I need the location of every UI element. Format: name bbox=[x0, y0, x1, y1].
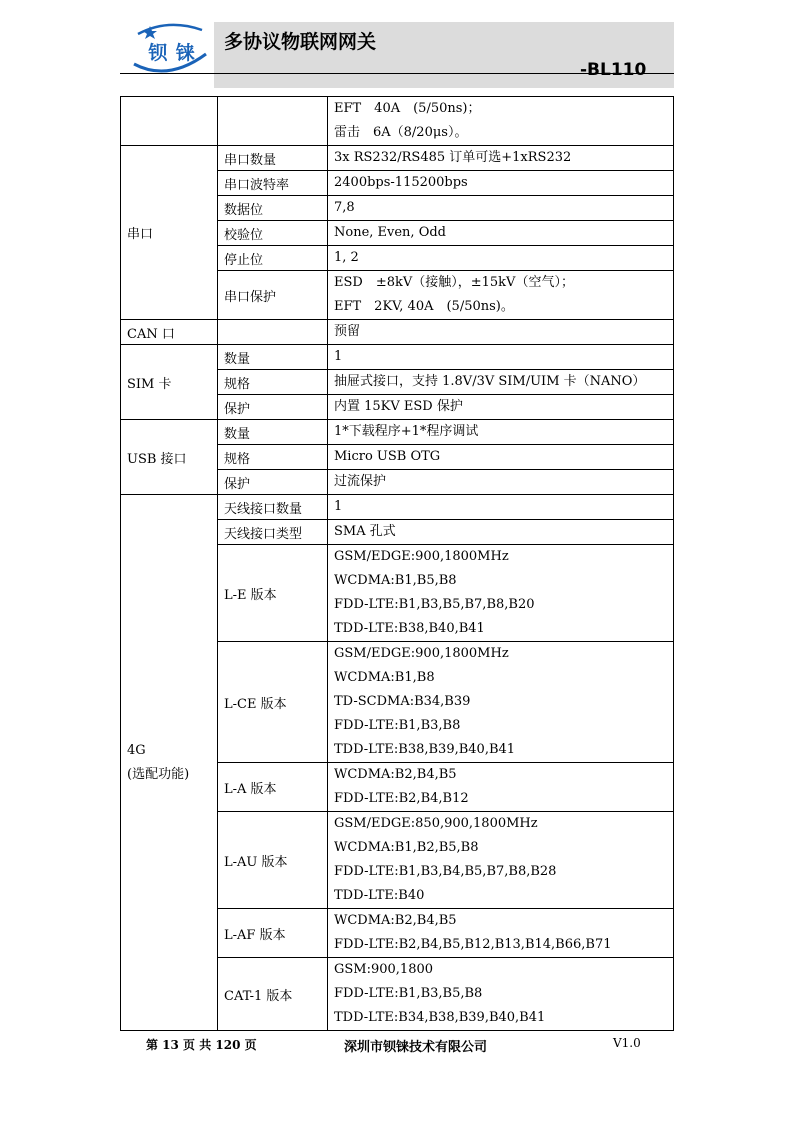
value-cell bbox=[328, 445, 674, 470]
table-row bbox=[121, 146, 674, 171]
value-line: WCDMA:B1,B2,B5,B8 bbox=[334, 840, 479, 855]
value-line: Micro USB OTG bbox=[334, 449, 441, 464]
parameter-cell: 保护 bbox=[218, 470, 328, 495]
value-cell bbox=[328, 520, 674, 545]
logo-text: 钡 铼 bbox=[148, 42, 196, 64]
document-version: V1.0 bbox=[613, 1036, 641, 1050]
value-line: GSM:900,1800 bbox=[334, 962, 434, 977]
value-line: 内置 15KV ESD 保护 bbox=[334, 399, 463, 414]
table-row bbox=[121, 320, 674, 345]
category-cell-serial: 串口 bbox=[121, 146, 218, 320]
value-line: 雷击 6A（8/20μs）。 bbox=[334, 125, 468, 140]
parameter-cell: L-CE 版本 bbox=[218, 642, 328, 763]
table-row bbox=[121, 345, 674, 370]
value-line: 2400bps-115200bps bbox=[334, 175, 468, 190]
value-cell bbox=[328, 545, 674, 642]
value-line: 预留 bbox=[334, 324, 361, 339]
parameter-cell: 校验位 bbox=[218, 221, 328, 246]
value-line: WCDMA:B2,B4,B5 bbox=[334, 767, 457, 782]
value-line: FDD-LTE:B1,B3,B5,B7,B8,B20 bbox=[334, 597, 535, 612]
parameter-cell: L-AF 版本 bbox=[218, 909, 328, 958]
value-line: EFT 40A (5/50ns)； bbox=[334, 101, 481, 116]
value-line: TDD-LTE:B38,B39,B40,B41 bbox=[334, 742, 516, 757]
parameter-cell: 停止位 bbox=[218, 246, 328, 271]
parameter-cell: CAT-1 版本 bbox=[218, 958, 328, 1031]
value-cell bbox=[328, 196, 674, 221]
value-line: WCDMA:B2,B4,B5 bbox=[334, 913, 457, 928]
value-line: 1*下载程序+1*程序调试 bbox=[334, 424, 479, 439]
value-cell bbox=[328, 395, 674, 420]
page-number: 第 13 页 共 120 页 bbox=[146, 1038, 257, 1052]
parameter-cell: L-AU 版本 bbox=[218, 812, 328, 909]
category-note: (选配功能) bbox=[127, 766, 190, 782]
value-line: FDD-LTE:B2,B4,B12 bbox=[334, 791, 469, 806]
company-name: 深圳市钡铼技术有限公司 bbox=[344, 1040, 488, 1055]
value-line: 3x RS232/RS485 订单可选+1xRS232 bbox=[334, 150, 572, 165]
document-title: 多协议物联网网关 bbox=[224, 31, 377, 53]
product-model: -BL110 bbox=[580, 60, 647, 80]
category-cell-4g bbox=[121, 495, 218, 1031]
value-line: None, Even, Odd bbox=[334, 225, 446, 240]
value-cell bbox=[328, 246, 674, 271]
value-line: TDD-LTE:B40 bbox=[334, 888, 425, 903]
parameter-cell bbox=[218, 320, 328, 345]
value-cell bbox=[328, 345, 674, 370]
value-cell bbox=[328, 763, 674, 812]
value-line: WCDMA:B1,B5,B8 bbox=[334, 573, 457, 588]
parameter-cell: 数量 bbox=[218, 345, 328, 370]
value-line: TDD-LTE:B34,B38,B39,B40,B41 bbox=[334, 1010, 546, 1025]
company-logo bbox=[128, 20, 210, 78]
value-cell bbox=[328, 812, 674, 909]
value-line: FDD-LTE:B1,B3,B8 bbox=[334, 718, 461, 733]
value-line: TD-SCDMA:B34,B39 bbox=[334, 694, 471, 709]
table-row bbox=[121, 420, 674, 445]
table-row bbox=[121, 495, 674, 520]
value-cell bbox=[328, 642, 674, 763]
value-line: TDD-LTE:B38,B40,B41 bbox=[334, 621, 485, 636]
spec-table bbox=[120, 96, 674, 1031]
value-cell bbox=[328, 420, 674, 445]
value-line: WCDMA:B1,B8 bbox=[334, 670, 435, 685]
value-line: ESD ±8kV（接触），±15kV（空气）； bbox=[334, 275, 574, 290]
value-line: 1 bbox=[334, 499, 343, 514]
parameter-cell: 天线接口类型 bbox=[218, 520, 328, 545]
value-cell bbox=[328, 495, 674, 520]
parameter-cell: 串口数量 bbox=[218, 146, 328, 171]
table-row bbox=[121, 97, 674, 146]
value-line: GSM/EDGE:850,900,1800MHz bbox=[334, 816, 538, 831]
value-cell bbox=[328, 370, 674, 395]
category-cell-can: CAN 口 bbox=[121, 320, 218, 345]
parameter-cell: 数据位 bbox=[218, 196, 328, 221]
value-cell bbox=[328, 271, 674, 320]
value-cell bbox=[328, 146, 674, 171]
parameter-cell: L-E 版本 bbox=[218, 545, 328, 642]
value-cell bbox=[328, 958, 674, 1031]
value-line: GSM/EDGE:900,1800MHz bbox=[334, 549, 509, 564]
value-line: 1, 2 bbox=[334, 250, 359, 265]
value-line: 抽屉式接口，支持 1.8V/3V SIM/UIM 卡（NANO） bbox=[334, 374, 646, 389]
value-cell bbox=[328, 221, 674, 246]
parameter-cell: 规格 bbox=[218, 445, 328, 470]
value-line: SMA 孔式 bbox=[334, 524, 396, 539]
value-line: 过流保护 bbox=[334, 474, 387, 489]
parameter-cell: 规格 bbox=[218, 370, 328, 395]
parameter-cell: 保护 bbox=[218, 395, 328, 420]
value-cell bbox=[328, 171, 674, 196]
category-cell-usb: USB 接口 bbox=[121, 420, 218, 495]
value-cell bbox=[328, 470, 674, 495]
category-cell-sim: SIM 卡 bbox=[121, 345, 218, 420]
parameter-cell bbox=[218, 97, 328, 146]
value-line: 1 bbox=[334, 349, 343, 364]
value-line: FDD-LTE:B1,B3,B4,B5,B7,B8,B28 bbox=[334, 864, 557, 879]
value-line: FDD-LTE:B1,B3,B5,B8 bbox=[334, 986, 483, 1001]
value-cell bbox=[328, 320, 674, 345]
value-line: EFT 2KV, 40A (5/50ns)。 bbox=[334, 299, 514, 314]
parameter-cell: L-A 版本 bbox=[218, 763, 328, 812]
value-line: FDD-LTE:B2,B4,B5,B12,B13,B14,B66,B71 bbox=[334, 937, 612, 952]
parameter-cell: 串口波特率 bbox=[218, 171, 328, 196]
value-line: GSM/EDGE:900,1800MHz bbox=[334, 646, 509, 661]
parameter-cell: 串口保护 bbox=[218, 271, 328, 320]
category-label: 4G bbox=[127, 742, 146, 758]
category-cell bbox=[121, 97, 218, 146]
value-line: 7,8 bbox=[334, 200, 355, 215]
value-cell bbox=[328, 97, 674, 146]
parameter-cell: 天线接口数量 bbox=[218, 495, 328, 520]
parameter-cell: 数量 bbox=[218, 420, 328, 445]
value-cell bbox=[328, 909, 674, 958]
